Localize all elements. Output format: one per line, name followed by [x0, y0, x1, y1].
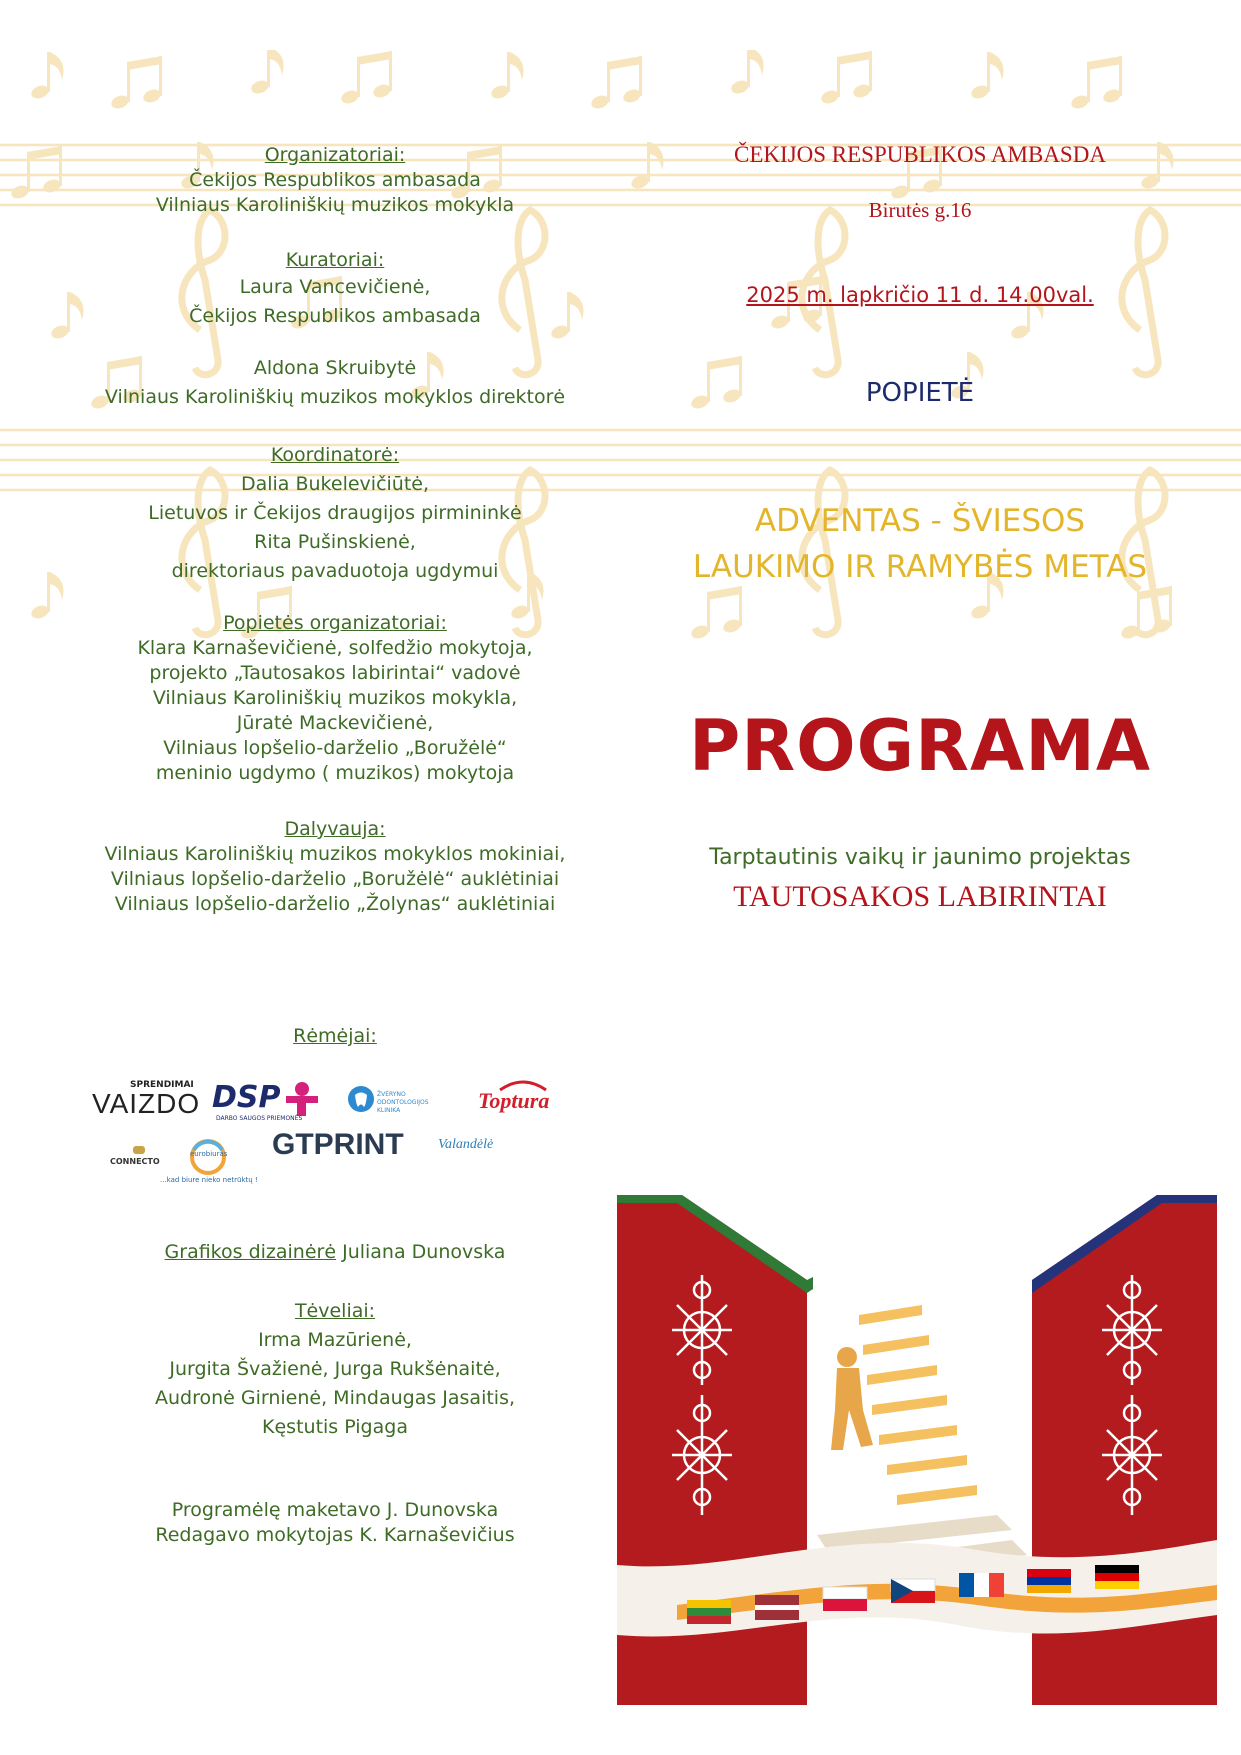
designer-label: Grafikos dizainėrė: [164, 1241, 337, 1263]
embassy-address: Birutės g.16: [868, 198, 972, 222]
event-organizer-line: Klara Karnaševičienė, solfedžio mokytoja,: [137, 637, 533, 659]
programa-title: PROGRAMA: [688, 705, 1152, 787]
parents-heading: Tėveliai:: [294, 1300, 376, 1322]
toptura-logo: Toptura: [478, 1078, 568, 1118]
organizer-line: Čekijos Respublikos ambasada: [189, 169, 481, 191]
zveryno-odontologijos-logo: ŽVĖRYNO ODONTOLOGIJOS KLINIKA: [347, 1085, 447, 1117]
event-date: 2025 m. lapkričio 11 d. 14.00val.: [746, 283, 1094, 307]
organizers-heading: Organizatoriai:: [264, 144, 406, 166]
dsp-figure-icon: [282, 1080, 322, 1116]
flag-armenia-icon: [1027, 1569, 1071, 1593]
coordinator-line: direktoriaus pavaduotoja ugdymui: [171, 560, 499, 582]
coordinator-heading: Koordinatorė:: [270, 444, 400, 466]
parent-line: Irma Mazūrienė,: [258, 1329, 412, 1351]
tautosakos-labirintai-poster: [617, 1195, 1217, 1715]
organizer-line: Vilniaus Karoliniškių muzikos mokykla: [155, 194, 515, 216]
credit-line: Programėlę maketavo J. Dunovska: [171, 1499, 499, 1521]
event-title: [620, 498, 1220, 590]
project-name: TAUTOSAKOS LABIRINTAI: [733, 880, 1107, 913]
eurobiuras-logo: eurobiuras ...kad biure nieko netrūktų !: [160, 1138, 270, 1186]
sponsors-heading: Rėmėjai:: [293, 1025, 377, 1047]
event-organizer-line: meninio ugdymo ( muzikos) mokytoja: [155, 762, 515, 784]
event-organizer-line: projekto „Tautosakos labirintai“ vadovė: [149, 662, 521, 684]
coordinator-line: Dalia Bukelevičiūtė,: [240, 473, 430, 495]
event-organizer-line: Vilniaus lopšelio-darželio „Boružėlė“: [163, 737, 507, 759]
flag-lithuania-icon: [687, 1600, 731, 1624]
participant-line: Vilniaus Karoliniškių muzikos mokyklos mokiniai,: [104, 843, 566, 865]
connecto-logo: CONNECTO: [110, 1145, 170, 1175]
gtprint-logo: GTPRINT: [272, 1128, 404, 1161]
coordinator-line: Rita Pušinskienė,: [254, 531, 416, 553]
tooth-icon: [347, 1085, 375, 1113]
director-line: Vilniaus Karoliniškių muzikos mokyklos direktorė: [104, 386, 566, 408]
parent-line: Kęstutis Pigaga: [262, 1416, 408, 1438]
project-description: Tarptautinis vaikų ir jaunimo projektas: [709, 845, 1131, 870]
credit-line: Redagavo mokytojas K. Karnaševičius: [155, 1524, 515, 1546]
participants-heading: Dalyvauja:: [284, 818, 386, 840]
curator-line: Laura Vancevičienė,: [239, 276, 431, 298]
parent-line: Jurgita Švažienė, Jurga Rukšėnaitė,: [169, 1358, 501, 1380]
event-organizers-heading: Popietės organizatoriai:: [223, 612, 447, 634]
parent-line: Audronė Girnienė, Mindaugas Jasaitis,: [154, 1387, 516, 1409]
event-title-line: ADVENTAS - ŠVIESOS: [754, 503, 1086, 539]
popiete-label: POPIETĖ: [865, 378, 975, 408]
connecto-icon: [132, 1145, 146, 1155]
flag-poland-icon: [823, 1587, 867, 1611]
dsp-logo: DSP DARBO SAUGOS PRIEMONĖS: [212, 1080, 327, 1124]
director-line: Aldona Skruibytė: [253, 357, 417, 379]
event-organizer-line: Jūratė Mackevičienė,: [236, 712, 434, 734]
event-organizer-line: Vilniaus Karoliniškių muzikos mokykla,: [152, 687, 518, 709]
designer-name: Juliana Dunovska: [336, 1241, 506, 1263]
curator-line: Čekijos Respublikos ambasada: [189, 305, 481, 327]
flag-france-icon: [959, 1573, 1004, 1597]
curators-heading: Kuratoriai:: [285, 249, 385, 271]
participant-line: Vilniaus lopšelio-darželio „Boružėlė“ auklėtiniai: [110, 868, 560, 890]
valandele-logo: Valandėlė: [438, 1137, 494, 1152]
flag-latvia-icon: [755, 1595, 799, 1620]
participant-line: Vilniaus lopšelio-darželio „Žolynas“ auklėtiniai: [114, 893, 556, 915]
embassy-name: ČEKIJOS RESPUBLIKOS AMBASDA: [734, 142, 1106, 167]
vaizdo-logo: SPRENDIMAI VAIZDO: [92, 1080, 201, 1119]
flag-germany-icon: [1095, 1565, 1139, 1589]
coordinator-line: Lietuvos ir Čekijos draugijos pirmininkė: [148, 502, 522, 524]
event-title-line: LAUKIMO IR RAMYBĖS METAS: [692, 549, 1148, 585]
flag-czech-icon: [891, 1579, 935, 1603]
